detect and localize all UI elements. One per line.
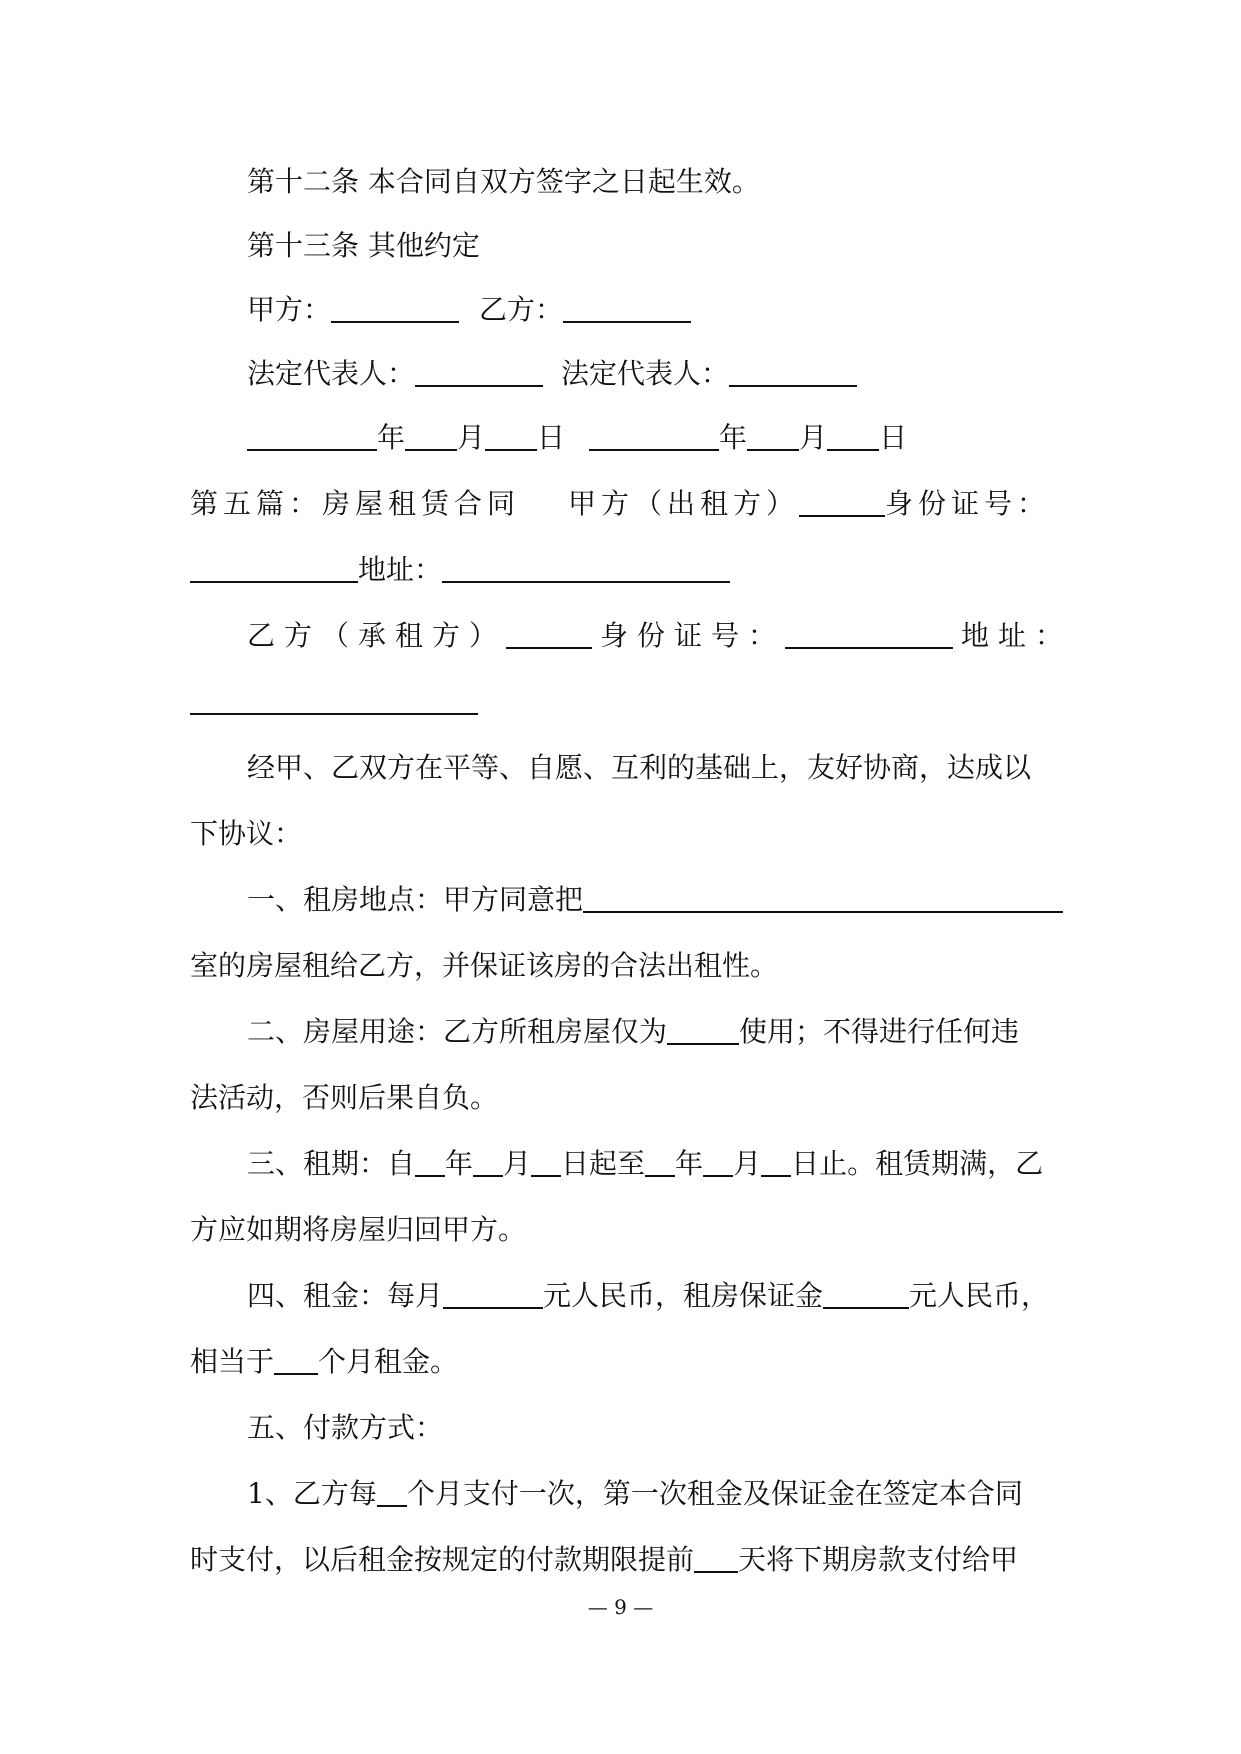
deposit-months-blank[interactable] xyxy=(274,1343,318,1375)
end-year-label: 年 xyxy=(675,1147,704,1180)
pay1-text-a: 1、乙方每 xyxy=(247,1477,377,1510)
pay1-text-c: 时支付，以后租金按规定的付款期限提前 xyxy=(190,1543,695,1576)
clause-13-text: 第十三条 其他约定 xyxy=(247,229,480,262)
date-a-year-label: 年 xyxy=(377,421,406,454)
end-day-label: 日止。租赁期满，乙 xyxy=(791,1147,1044,1180)
date-b-month-blank[interactable] xyxy=(747,419,799,451)
lessee-address-blank[interactable] xyxy=(190,683,478,715)
date-a-day-blank[interactable] xyxy=(485,419,537,451)
party-a-blank[interactable] xyxy=(331,291,459,323)
item4-line-2 xyxy=(190,1342,458,1382)
start-day-blank[interactable] xyxy=(531,1145,561,1177)
pay-interval-blank[interactable] xyxy=(377,1475,407,1507)
item1-text-b: 室的房屋租给乙方，并保证该房的合法出租性。 xyxy=(190,949,779,982)
party-a-label: 甲方： xyxy=(247,293,332,326)
lessee-address-label: 地址： xyxy=(961,619,1073,652)
rental-location-blank[interactable] xyxy=(583,881,1063,913)
section5-title: 第五篇：房屋租赁合同 xyxy=(190,487,521,520)
end-month-label: 月 xyxy=(733,1147,762,1180)
item3-text-a: 三、租期：自 xyxy=(247,1147,416,1180)
start-month-blank[interactable] xyxy=(473,1145,503,1177)
lessor-address-line xyxy=(190,550,730,590)
start-year-label: 年 xyxy=(445,1147,474,1180)
date-b-day-blank[interactable] xyxy=(827,419,879,451)
legal-rep-a-label: 法定代表人： xyxy=(247,357,416,390)
usage-blank[interactable] xyxy=(667,1013,739,1045)
advance-days-blank[interactable] xyxy=(694,1541,738,1573)
item2-line-2 xyxy=(190,1078,498,1118)
legal-rep-b-label: 法定代表人： xyxy=(561,357,730,390)
intro-line-2 xyxy=(190,814,302,854)
lessor-id-label: 身份证号： xyxy=(885,487,1051,520)
party-b-label: 乙方： xyxy=(479,293,564,326)
lessee-id-label: 身份证号： xyxy=(600,619,786,652)
pay1-text-d: 天将下期房款支付给甲 xyxy=(738,1543,1019,1576)
lessee-name-blank[interactable] xyxy=(506,617,592,649)
date-b-year-blank[interactable] xyxy=(589,419,719,451)
party-b-blank[interactable] xyxy=(563,291,691,323)
date-b-month-label: 月 xyxy=(799,421,828,454)
lessor-name-blank[interactable] xyxy=(799,485,885,517)
start-day-label: 日起至 xyxy=(561,1147,646,1180)
item4-text-d: 相当于 xyxy=(190,1345,275,1378)
intro-text-1: 经甲、乙双方在平等、自愿、互利的基础上，友好协商，达成以 xyxy=(247,751,1032,784)
item4-text-c: 元人民币， xyxy=(909,1279,1050,1312)
date-a-year-blank[interactable] xyxy=(247,419,377,451)
lessee-line xyxy=(247,616,1072,656)
date-a-day-label: 日 xyxy=(537,421,566,454)
date-b-day-label: 日 xyxy=(879,421,908,454)
end-day-blank[interactable] xyxy=(761,1145,791,1177)
date-a-month-label: 月 xyxy=(457,421,486,454)
pay1-text-b: 个月支付一次，第一次租金及保证金在签定本合同 xyxy=(406,1477,1023,1510)
signature-date-line xyxy=(247,418,907,458)
signature-parties-line xyxy=(247,290,691,330)
monthly-rent-blank[interactable] xyxy=(443,1277,543,1309)
lessee-label: 乙方（承租方） xyxy=(247,619,507,652)
item2-text-a: 二、房屋用途：乙方所租房屋仅为 xyxy=(247,1015,668,1048)
lessee-id-blank[interactable] xyxy=(785,617,953,649)
item2-text-b: 使用；不得进行任何违 xyxy=(739,1015,1020,1048)
clause-12-text: 第十二条 本合同自双方签字之日起生效。 xyxy=(247,165,760,198)
legal-rep-a-blank[interactable] xyxy=(415,355,543,387)
start-month-label: 月 xyxy=(503,1147,532,1180)
item4-text-e: 个月租金。 xyxy=(318,1345,459,1378)
item4-line-1 xyxy=(247,1276,1049,1316)
lessor-address-label: 地址： xyxy=(358,553,443,586)
intro-text-2: 下协议： xyxy=(190,817,303,850)
lessor-address-blank[interactable] xyxy=(442,551,730,583)
date-b-year-label: 年 xyxy=(719,421,748,454)
item1-line-2 xyxy=(190,946,778,986)
deposit-blank[interactable] xyxy=(823,1277,909,1309)
start-year-blank[interactable] xyxy=(415,1145,445,1177)
item1-line-1 xyxy=(247,880,1063,920)
item3-text-b: 方应如期将房屋归回甲方。 xyxy=(190,1213,527,1246)
date-a-month-blank[interactable] xyxy=(405,419,457,451)
end-month-blank[interactable] xyxy=(703,1145,733,1177)
item3-line-2 xyxy=(190,1210,526,1250)
legal-rep-line xyxy=(247,354,857,394)
item2-text-c: 法活动，否则后果自负。 xyxy=(190,1081,499,1114)
legal-rep-b-blank[interactable] xyxy=(729,355,857,387)
intro-line-1 xyxy=(247,748,1031,788)
page-number: — 9 — xyxy=(587,1595,654,1619)
lessor-label: 甲方（出租方） xyxy=(568,487,800,520)
section5-heading-line xyxy=(190,484,1050,524)
item5-line xyxy=(247,1408,443,1448)
item4-text-a: 四、租金：每月 xyxy=(247,1279,444,1312)
lessee-address-line xyxy=(190,682,478,722)
pay1-line-1 xyxy=(247,1474,1023,1514)
clause-13 xyxy=(247,226,480,266)
item4-text-b: 元人民币，租房保证金 xyxy=(543,1279,824,1312)
item1-text-a: 一、租房地点：甲方同意把 xyxy=(247,883,584,916)
pay1-line-2 xyxy=(190,1540,1018,1580)
item3-line-1 xyxy=(247,1144,1043,1184)
item2-line-1 xyxy=(247,1012,1019,1052)
end-year-blank[interactable] xyxy=(645,1145,675,1177)
clause-12 xyxy=(247,162,760,202)
lessor-id-blank[interactable] xyxy=(190,551,358,583)
item5-text: 五、付款方式： xyxy=(247,1411,444,1444)
